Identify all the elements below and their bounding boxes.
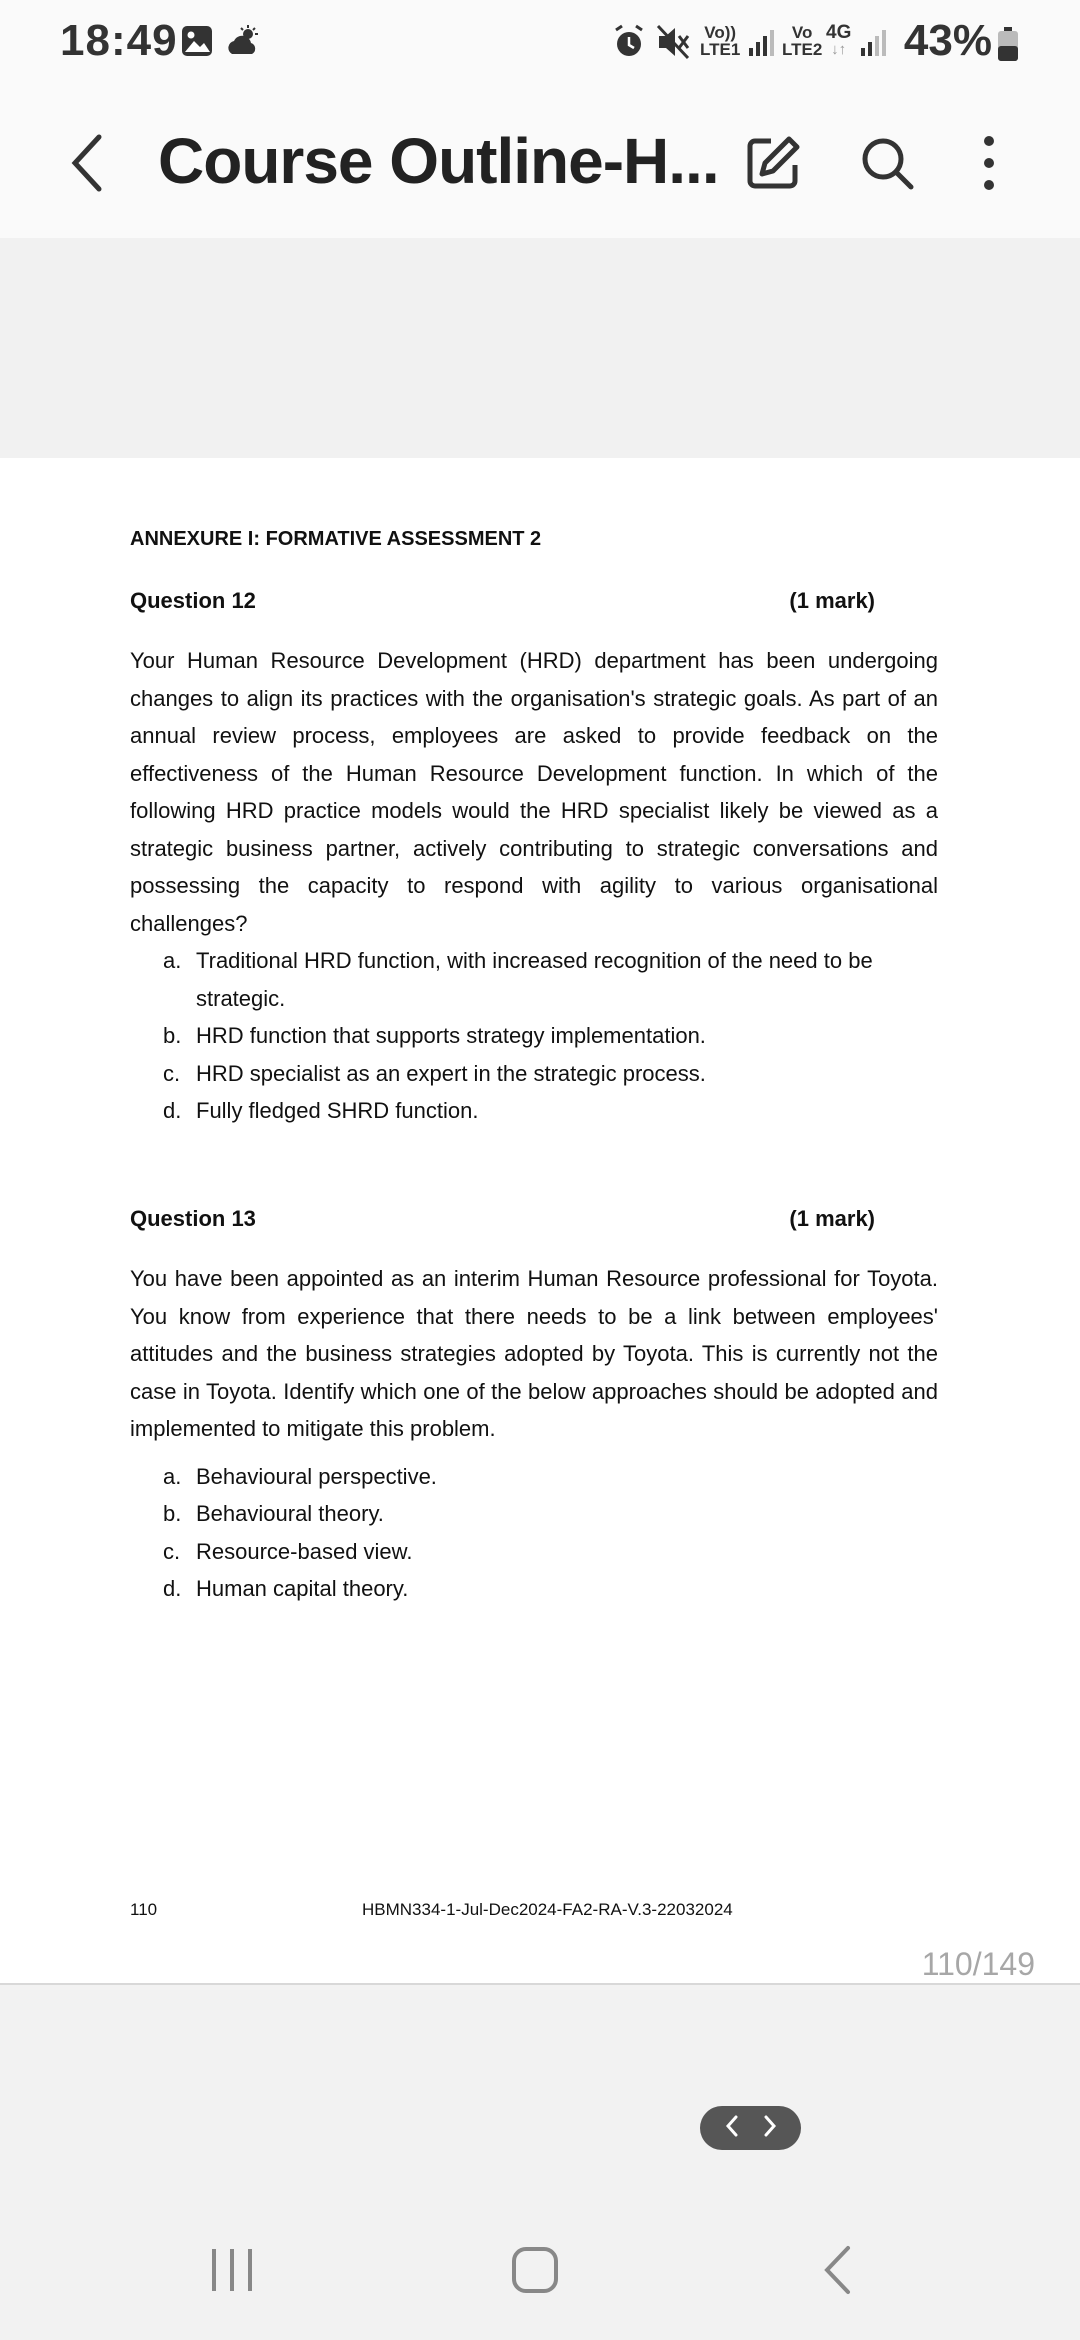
page-navigation [700,2106,801,2150]
alarm-icon [612,24,646,65]
option-item: b. Behavioural theory. [163,1501,384,1526]
home-icon [510,2245,560,2295]
search-button[interactable] [852,128,922,198]
gallery-icon [180,24,214,63]
question-header [130,588,875,614]
question-title: Question 12 [130,588,256,613]
chevron-left-icon [67,133,107,193]
chevron-left-icon [724,2114,740,2138]
next-page-button[interactable] [762,2114,778,2143]
option-item: a. Behavioural perspective. [163,1463,437,1489]
signal-icon [748,28,776,63]
recent-apps-button[interactable] [210,2245,254,2300]
option-item: b. HRD function that supports strategy implementation. [163,1023,706,1048]
app-bar [0,88,1080,238]
battery-percent: 43% [903,16,992,65]
page-gap [0,238,1080,460]
question-body [130,642,938,1130]
annexure-heading: ANNEXURE I: FORMATIVE ASSESSMENT 2 [130,528,542,550]
more-vert-icon [979,135,999,191]
sim1-indicator: Vo)) LTE1 [700,23,741,59]
option-item: d. Fully fledged SHRD function. [163,1098,479,1123]
footer-document-code: HBMN334-1-Jul-Dec2024-FA2-RA-V.3-22032024 [362,1900,733,1919]
page-title: Course Outline-H... [158,125,719,197]
status-bar [0,0,1080,88]
previous-page-button[interactable] [724,2114,740,2143]
option-item: c. HRD specialist as an expert in the strategic process. [163,1060,706,1086]
signal-icon [860,28,888,63]
more-options-button[interactable] [954,128,1024,198]
search-icon [859,135,915,191]
battery-icon [996,26,1020,67]
option-item: d. Human capital theory. [163,1576,409,1601]
option-item: a. Traditional HRD function, with increased recognition of the need to be strategic. [163,948,873,1011]
network-type: 4G ↓↑ [826,22,852,58]
options-list [130,942,938,1130]
question-title: Question 13 [130,1206,256,1231]
home-button[interactable] [510,2245,560,2300]
footer-page-number: 110 [130,1900,158,1919]
mute-icon [656,24,690,65]
option-item: c. Resource-based view. [163,1538,413,1564]
edit-icon [745,135,801,191]
system-navigation-bar [0,2215,1080,2340]
question-text: Your Human Resource Development (HRD) department has been undergoing changes to align its practices with the organisation's strategic goals. As part of an annual review process, employees are asked to provide feedback on the effectiveness of the Human Resource Development function. In which of the following HRD practice models would the HRD specialist likely be viewed as a strategic business partner, actively contributing to strategic conversations and possessing the capacity to respond with agility to various organisational challenges? [130,648,938,936]
question-marks: (1 mark) [789,1206,875,1231]
question-header [130,1206,875,1232]
system-back-button[interactable] [822,2245,852,2300]
chevron-right-icon [762,2114,778,2138]
edit-button[interactable] [738,128,808,198]
status-time: 18:49 [60,16,178,65]
recent-apps-icon [210,2245,254,2295]
back-icon [822,2245,852,2295]
weather-icon [226,24,262,63]
back-button[interactable] [52,128,122,198]
question-body [130,1260,938,1608]
options-list [130,1458,938,1608]
sim2-indicator: Vo LTE2 [782,23,823,59]
document-page[interactable] [0,458,1080,1985]
page-indicator: 110/149 [921,1946,1035,1982]
question-text: You have been appointed as an interim Human Resource professional for Toyota. You know from experience that there needs to be a link between employees' attitudes and the business strategies adopted by Toyota. This is currently not the case in Toyota. Identify which one of the below approaches should be adopted and implemented to mitigate this problem. [130,1266,938,1441]
question-marks: (1 mark) [789,588,875,613]
